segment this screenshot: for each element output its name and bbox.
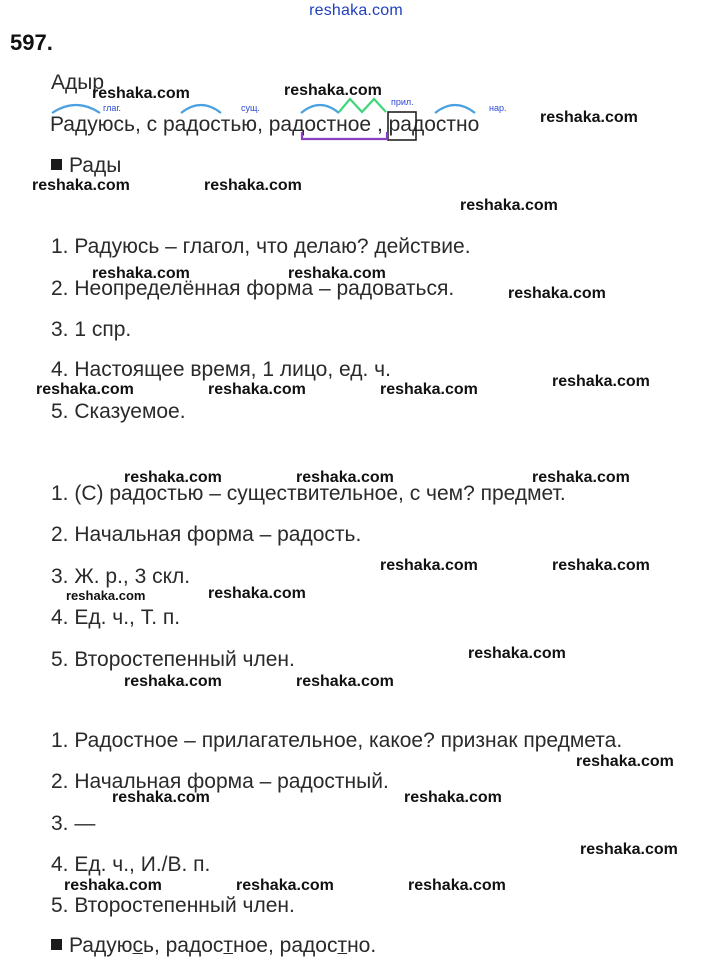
suffix-zigzag-mark xyxy=(339,99,386,112)
sentence-word-2: радостью xyxy=(162,113,258,136)
exercise-number: 597. xyxy=(10,30,53,55)
pos-label-verb: глаг. xyxy=(103,103,122,113)
analysis-line: 5. Второстепенный член. xyxy=(51,894,295,917)
watermark: reshaka.com xyxy=(92,85,190,102)
bullet-square-icon xyxy=(51,159,62,170)
analysis-line: 2. Неопределённая форма – радоваться. xyxy=(51,277,455,300)
analysis-line: 3. 1 спр. xyxy=(51,318,132,341)
watermark: reshaka.com xyxy=(532,469,630,486)
spelling-line: Радуюсь, радостное, радостно. xyxy=(51,934,376,958)
watermark: reshaka.com xyxy=(552,373,650,390)
analysis-line: 1. Радуюсь – глагол, что делаю? действие. xyxy=(51,235,471,258)
root-arc-mark xyxy=(181,105,221,113)
analysis-line: 3. Ж. р., 3 скл. xyxy=(51,565,191,588)
underlined-letter: т xyxy=(337,934,348,957)
root-arc-mark xyxy=(435,105,475,113)
pos-label-adverb: нар. xyxy=(489,103,507,113)
watermark: reshaka.com xyxy=(112,789,210,806)
watermark: reshaka.com xyxy=(508,285,606,302)
watermark: reshaka.com xyxy=(124,673,222,690)
analysis-line: 2. Начальная форма – радостный. xyxy=(51,770,389,793)
pos-label-adjective: прил. xyxy=(391,97,414,107)
watermark: reshaka.com xyxy=(208,381,306,398)
section-heading: Рады xyxy=(51,154,121,178)
watermark: reshaka.com xyxy=(124,469,222,486)
sentence-separator: , с xyxy=(134,113,163,136)
watermark: reshaka.com xyxy=(552,557,650,574)
watermark: reshaka.com xyxy=(284,82,382,99)
root-arc-mark xyxy=(52,105,100,113)
watermark: reshaka.com xyxy=(460,197,558,214)
analysis-line: 1. (С) радостью – существительное, с чем? предмет. xyxy=(51,482,566,505)
watermark: reshaka.com xyxy=(208,585,306,602)
watermark: reshaka.com xyxy=(204,177,302,194)
analysis-line: 4. Настоящее время, 1 лицо, ед. ч. xyxy=(51,358,391,381)
site-url[interactable]: reshaka.com xyxy=(309,2,403,19)
watermark: reshaka.com xyxy=(64,877,162,894)
analysis-line: 2. Начальная форма – радость. xyxy=(51,523,362,546)
sentence-separator: , xyxy=(257,113,269,136)
watermark: reshaka.com xyxy=(236,877,334,894)
watermark: reshaka.com xyxy=(296,673,394,690)
analysis-line: 3. — xyxy=(51,812,96,835)
watermark: reshaka.com xyxy=(66,588,146,603)
analysis-line: 4. Ед. ч., Т. п. xyxy=(51,606,181,629)
watermark: reshaka.com xyxy=(468,645,566,662)
watermark: reshaka.com xyxy=(380,381,478,398)
sentence-word-3-ending: ое xyxy=(347,113,372,136)
watermark: reshaka.com xyxy=(92,265,190,282)
sentence-word-4: радостно xyxy=(388,113,480,136)
watermark: reshaka.com xyxy=(540,109,638,126)
root-arc-mark xyxy=(301,105,339,113)
watermark: reshaka.com xyxy=(288,265,386,282)
sentence-separator: , xyxy=(371,113,389,136)
header-word: Адыр xyxy=(51,71,105,94)
bullet-square-icon xyxy=(51,939,62,950)
watermark: reshaka.com xyxy=(576,753,674,770)
watermark: reshaka.com xyxy=(380,557,478,574)
watermark: reshaka.com xyxy=(408,877,506,894)
pos-label-noun: сущ. xyxy=(241,103,260,113)
underlined-letter: т xyxy=(223,934,234,957)
underlined-letter: с xyxy=(132,934,143,957)
watermark: reshaka.com xyxy=(296,469,394,486)
watermark: reshaka.com xyxy=(36,381,134,398)
watermark: reshaka.com xyxy=(32,177,130,194)
sentence-word-1: Радуюсь xyxy=(50,113,135,136)
parsed-sentence xyxy=(50,113,479,137)
analysis-line: 4. Ед. ч., И./В. п. xyxy=(51,853,211,876)
watermark: reshaka.com xyxy=(404,789,502,806)
sentence-word-3-stem: радостн xyxy=(268,113,348,136)
watermark: reshaka.com xyxy=(580,841,678,858)
analysis-line: 1. Радостное – прилагательное, какое? признак предмета. xyxy=(51,729,623,752)
analysis-line: 5. Второстепенный член. xyxy=(51,648,295,671)
analysis-line: 5. Сказуемое. xyxy=(51,400,186,423)
